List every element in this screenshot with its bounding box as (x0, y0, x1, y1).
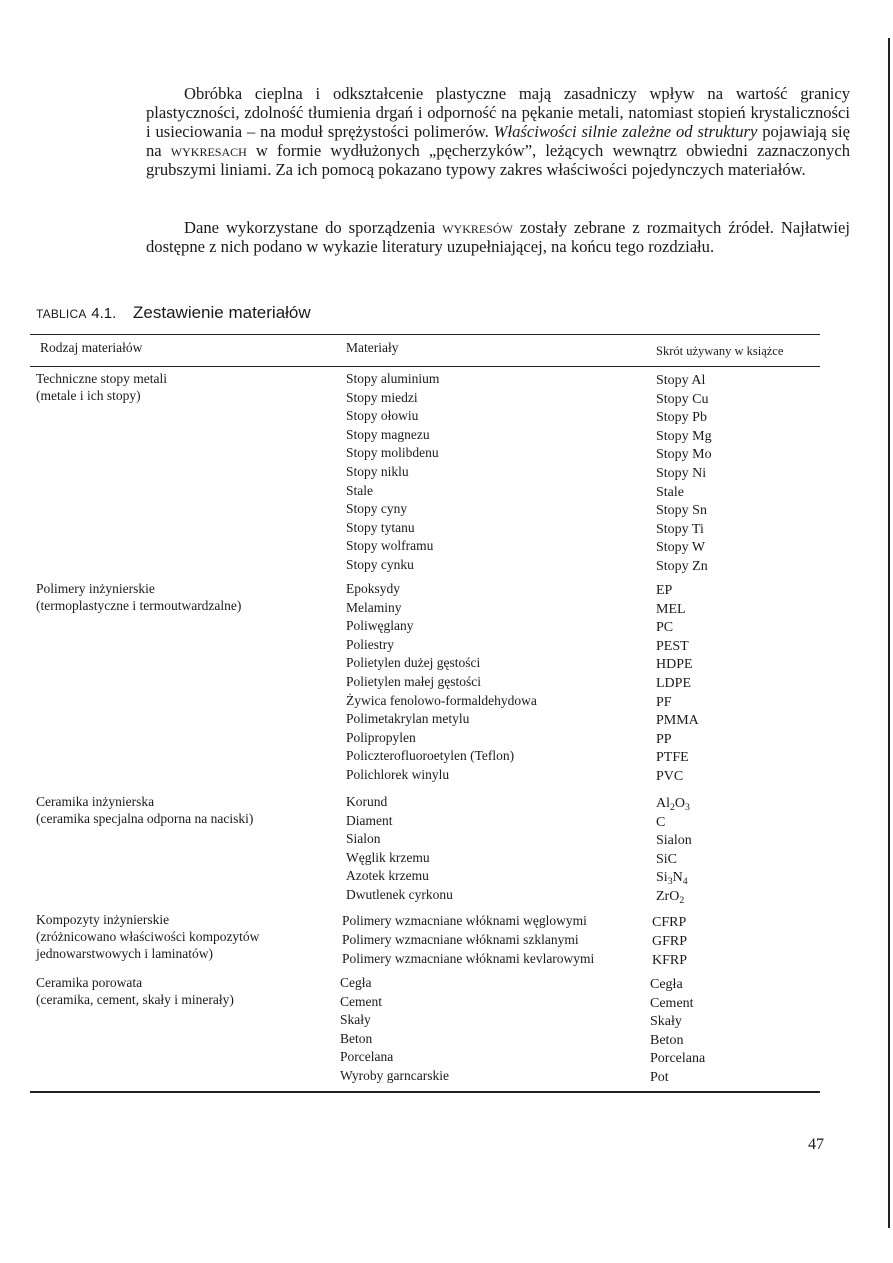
material-item: Porcelana (340, 1049, 394, 1065)
group-name-line: Techniczne stopy metali (36, 371, 168, 386)
abbreviations-list (656, 372, 712, 577)
material-item: Węglik krzemu (346, 849, 430, 865)
table-caption-title: Zestawienie materiałów (133, 303, 311, 322)
group-name-line: (ceramika specjalna odporna na naciski) (36, 811, 254, 826)
material-item: Skały (340, 1012, 371, 1028)
materials-list (346, 580, 537, 785)
group-name-line: jednowarstwowych i laminatów) (36, 946, 213, 961)
group-name (36, 580, 336, 614)
abbreviation-item: PP (656, 731, 672, 747)
group-name-line: (metale i ich stopy) (36, 388, 141, 403)
abbreviation-item: MEL (656, 601, 686, 617)
abbreviation-item: Stopy W (656, 540, 706, 556)
material-item: Policzterofluoroetylen (Teflon) (346, 748, 515, 764)
group-name-line: (ceramika, cement, skały i minerały) (36, 992, 234, 1007)
abbreviation-item: Stale (656, 484, 684, 500)
group-name-line: (zróżnicowano właściwości kompozytów (36, 929, 260, 944)
table-top-rule (30, 334, 820, 335)
material-item: Stale (346, 482, 373, 498)
group-name (36, 974, 336, 1008)
group-name-line: Kompozyty inżynierskie (36, 912, 170, 927)
material-item: Polietylen dużej gęstości (346, 655, 481, 671)
header-material-type: Rodzaj materiałów (40, 340, 143, 355)
material-item: Polimery wzmacniane włóknami węglowymi (342, 913, 587, 928)
material-item: Polipropylen (346, 729, 416, 745)
material-item: Polimery wzmacniane włóknami kevlarowymi (342, 951, 595, 966)
abbreviation-item: Stopy Mg (656, 428, 712, 444)
abbreviation-item: PVC (656, 768, 684, 784)
material-item: Beton (340, 1030, 373, 1046)
abbreviation-item: ZrO$_2$ (656, 888, 685, 906)
abbreviation-item: C (656, 814, 666, 830)
table-header-rule (30, 366, 820, 367)
material-item: Melaminy (346, 599, 402, 615)
table-caption-number: 4.1. (91, 305, 117, 322)
material-item: Polimetakrylan metylu (346, 711, 470, 727)
abbreviation-item: Cement (650, 995, 694, 1011)
material-item: Stopy wolframu (346, 538, 434, 554)
abbreviation-item: EP (656, 583, 673, 598)
materials-list (342, 911, 594, 968)
abbreviation-item: PTFE (656, 750, 689, 766)
material-item: Stopy tytanu (346, 519, 415, 535)
abbreviation-item: SiC (656, 851, 678, 867)
material-item: Cement (340, 993, 382, 1009)
abbreviation-item: Stopy Zn (656, 558, 708, 574)
material-item: Polimery wzmacniane włóknami szklanymi (342, 932, 579, 947)
abbreviation-item: Sialon (656, 833, 692, 849)
abbreviation-item: PC (656, 620, 674, 636)
group-name (36, 370, 336, 404)
sources-paragraph: Dane wykorzystane do sporządzenia wykresów zostały zebrane z rozmaitych źródeł. Najłatwiej dostępne z nich podano w wykazie literatury uzupełniającej, na końcu tego rozdziału. (146, 218, 850, 256)
abbreviation-item: Stopy Al (656, 373, 706, 388)
abbreviation-item: PF (656, 694, 672, 710)
table-caption-label: TABLICA (36, 307, 87, 321)
abbreviation-item: GFRP (652, 934, 688, 949)
materials-list (340, 974, 449, 1086)
material-item: Wyroby garncarskie (340, 1067, 450, 1083)
material-item: Cegła (340, 975, 372, 990)
material-item: Polietylen małej gęstości (346, 673, 481, 689)
abbreviation-item: Stopy Pb (656, 410, 707, 426)
table-caption (36, 303, 311, 323)
material-item: Stopy magnezu (346, 426, 430, 442)
abbreviation-item: PEST (656, 638, 689, 654)
abbreviation-item: Stopy Ti (656, 521, 704, 537)
abbreviations-list (652, 913, 687, 970)
material-item: Poliwęglany (346, 618, 414, 634)
abbreviation-item: PMMA (656, 713, 699, 729)
header-abbreviation: Skrót używany w książce (656, 344, 784, 358)
abbreviation-item: Stopy Sn (656, 503, 707, 519)
material-item: Epoksydy (346, 581, 400, 596)
material-item: Polichlorek winylu (346, 766, 450, 782)
material-item: Poliestry (346, 636, 395, 652)
abbreviation-item: $Al_2O_3$ (656, 796, 690, 813)
abbreviation-item: $Si_3N_4$ (656, 870, 688, 888)
abbreviations-list (656, 795, 692, 907)
material-item: Dwutlenek cyrkonu (346, 886, 453, 902)
material-item: Korund (346, 794, 388, 809)
table-bottom-rule (30, 1091, 820, 1093)
abbreviation-item: HDPE (656, 657, 693, 673)
material-item: Stopy molibdenu (346, 445, 439, 461)
abbreviation-item: Pot (650, 1069, 669, 1085)
material-item: Stopy niklu (346, 463, 409, 479)
material-item: Sialon (346, 831, 381, 847)
abbreviation-item: Skały (650, 1014, 682, 1030)
group-name-line: Ceramika inżynierska (36, 794, 155, 809)
materials-list (346, 370, 439, 575)
page-edge-line (888, 38, 890, 1228)
abbreviations-list (656, 582, 699, 787)
group-name-line: (termoplastyczne i termoutwardzalne) (36, 598, 242, 613)
abbreviation-item: CFRP (652, 915, 687, 930)
header-materials: Materiały (346, 340, 399, 355)
intro-paragraph: Obróbka cieplna i odkształcenie plastyczne mają zasadniczy wpływ na wartość granicy plastyczności, zdolność tłumienia drgań i odporność na pękanie metali, natomiast stopień krystaliczności i usieciowania – na moduł sprężystości polimerów. Właściwości silnie zależne od struktury pojawiają się na wykresach w formie wydłużonych „pęcherzyków”, leżących wewnątrz obwiedni zaznaczonych grubszymi liniami. Za ich pomocą pokazano typowy zakres właściwości pojedynczych materiałów. (146, 84, 850, 179)
abbreviations-list (650, 976, 705, 1088)
material-item: Azotek krzemu (346, 868, 429, 884)
materials-list (346, 793, 453, 905)
page-number: 47 (808, 1136, 824, 1153)
material-item: Stopy ołowiu (346, 408, 419, 424)
material-item: Stopy cyny (346, 501, 408, 517)
abbreviation-item: LDPE (656, 675, 691, 691)
group-name (36, 793, 336, 827)
abbreviation-item: Stopy Mo (656, 447, 712, 463)
material-item: Diament (346, 812, 393, 828)
material-item: Stopy miedzi (346, 389, 418, 405)
abbreviation-item: Porcelana (650, 1051, 706, 1067)
abbreviation-item: Stopy Cu (656, 391, 709, 407)
material-item: Stopy aluminium (346, 371, 440, 386)
material-item: Żywica fenolowo-formaldehydowa (346, 692, 537, 708)
group-name (36, 911, 336, 962)
abbreviation-item: Beton (650, 1032, 684, 1048)
abbreviation-item: Stopy Ni (656, 465, 707, 481)
abbreviation-item: KFRP (652, 953, 688, 968)
group-name-line: Polimery inżynierskie (36, 581, 155, 596)
abbreviation-item: Cegła (650, 977, 683, 992)
material-item: Stopy cynku (346, 556, 414, 572)
group-name-line: Ceramika porowata (36, 975, 143, 990)
